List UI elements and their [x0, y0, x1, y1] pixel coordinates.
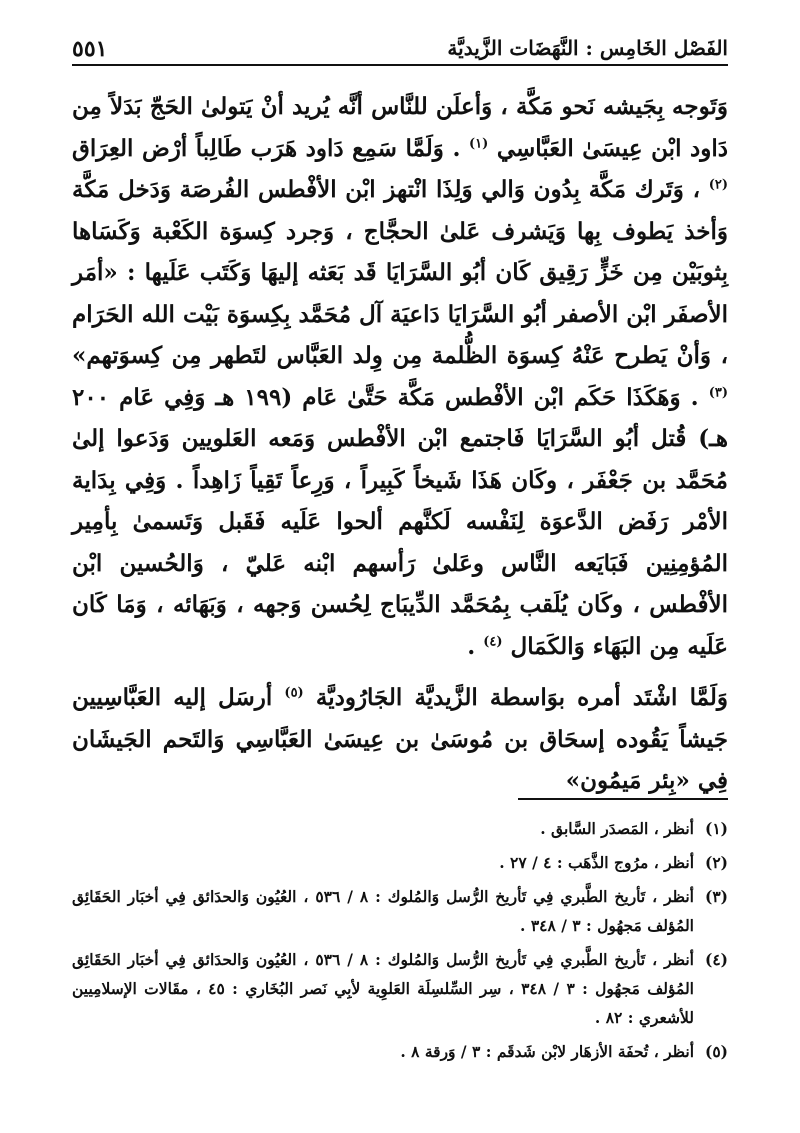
footnote-ref[interactable]: (١) [469, 135, 489, 151]
footnote-number: (٣) [704, 887, 728, 906]
footnote-number: (٢) [704, 853, 728, 872]
page-number: ٥٥١ [72, 36, 108, 62]
paragraph [72, 86, 728, 667]
footnote-ref[interactable]: (٥) [284, 685, 304, 701]
footnote [72, 882, 728, 940]
footnote-text: أنظر ، مرُوج الذَّهَب : ٤ / ٢٧ . [499, 853, 694, 872]
text-run: . [467, 632, 476, 660]
footnote-ref[interactable]: (٣) [708, 384, 728, 400]
footnote-text: أنظر ، تُحفَة الأزهَار لابْن شَدقَم : ٣ / وَرقة ٨ . [400, 1042, 694, 1061]
text-run: . وَهَكَذَا حَكَم ابْن الأفْطس مَكَّة حَتَّىٰ عَام (١٩٩ هـ وَفِي عَام ٢٠٠ هـ) قُتل أبُو السَّرَايَا فَاجتمع ابْن الأفْطس وَمَعه العَلويين وَدَعوا إلىٰ مُحَمَّد بن جَعْفَر ، وكَان هَذَا شَيخاً كَبِيراً ، وَرِعاً تَقِياً زَاهِداً . وَفِي بِدَاية الأمْر رَفَض الدَّعوَة لِنَفْسه لَكنَّهم ألحوا عَلَيه فَقَبل وَتَسمىٰ بِأمِير المُؤمِنِين فَبَايَعه النَّاس وعَلىٰ رَأسهم ابْنه عَليّ ، وَالحُسين ابْن الأفْطس ، وكَان يُلَقب بِمُحَمَّد الدِّيبَاج لِحُسن وَجهه ، وَبَهَائه ، وَمَا كَان عَلَيه مِن البَهَاء وَالكَمَال [72, 383, 728, 660]
page-header [72, 28, 728, 66]
footnotes [72, 814, 728, 1071]
text-run: وَتَوجه بِجَيشه نَحو مَكَّة ، وَأعلَن للنَّاس أنَّه يُريد أنْ يَتولىٰ الحَجّ بَدَلاً مِن دَاود ابْن عِيسَىٰ العَبَّاسِي [72, 93, 728, 162]
text-run: . وَلَمَّا سَمِع دَاود هَرَب طَالِباً أرْض العِرَاق [72, 134, 461, 162]
footnote-text: أنظر ، تَأريخ الطَّبري فِي تَأريخ الرُّسل وَالمُلوك : ٨ / ٥٣٦ ، العُيُون وَالحدَائق فِي أخبَار الحَقَائِق المُؤلف مَجهُول : ٣ / ٣٤٨ ، سِر السِّلسِلَة العَلوِية لأبِي نَصر البُخَاري : ٤٥ ، مقَالات الإسلامِيين للأشعري : ٨٢ . [72, 950, 694, 1027]
chapter-title: الفَصْل الخَامِس : النَّهَضَات الزَّيديَّة [447, 36, 728, 60]
footnote [72, 848, 728, 877]
footnote-number: (١) [704, 819, 728, 838]
text-run: أرسَل إليه العَبَّاسِيين جَيشاً يَقُوده إسحَاق بن مُوسَىٰ بن عِيسَىٰ العَبَّاسِي وَالتَحم الجَيشَان فِي «بِئر مَيمُون» [72, 684, 728, 794]
footnote-text: أنظر ، المَصدَر السَّابق . [540, 819, 694, 838]
footnote [72, 814, 728, 843]
footnote-text: أنظر ، تَأريخ الطَّبري فِي تَأريخ الرُّسل وَالمُلوك : ٨ / ٥٣٦ ، العُيُون وَالحدَائق فِي أخبَار الحَقَائِق المُؤلف مَجهُول : ٣ / ٣٤٨ . [72, 887, 694, 935]
footnote-ref[interactable]: (٤) [483, 633, 503, 649]
text-run: ، وَتَرك مَكَّة بِدُون وَالي وَلِذَا انْتهز ابْن الأفْطس الفُرصَة وَدَخل مَكَّة وَأخذ يَطوف بِها وَيَشرف عَلىٰ الحجَّاج ، وَجرد كِسوَة الكَعْبة وَكَسَاها بِثوبَيْن مِن خَزٍّ رَقِيق كَان أبُو السَّرَايَا قَد بَعَثه إليهَا وَكَتَب عَلَيها : «أمَر الأصفَر ابْن الأصفر أبُو السَّرَايَا دَاعيَة آل مُحَمَّد بِكِسوَة بَيْت الله الحَرَام ، وَأنْ يَطرح عَنْهُ كِسوَة الظُّلمة مِن وِلد العَبَّاس لتَطهر مِن كِسوَتهم» [72, 176, 728, 369]
main-text [72, 86, 728, 802]
footnote-number: (٤) [704, 950, 728, 969]
footnote [72, 945, 728, 1032]
footnote [72, 1037, 728, 1066]
footnote-separator [518, 798, 728, 800]
footnote-number: (٥) [704, 1042, 728, 1061]
footnote-ref[interactable]: (٢) [708, 177, 728, 193]
text-run: وَلَمَّا اشْتَد أمره بوَاسطة الزَّيديَّة الجَارُوديَّة [315, 684, 728, 711]
paragraph [72, 677, 728, 802]
